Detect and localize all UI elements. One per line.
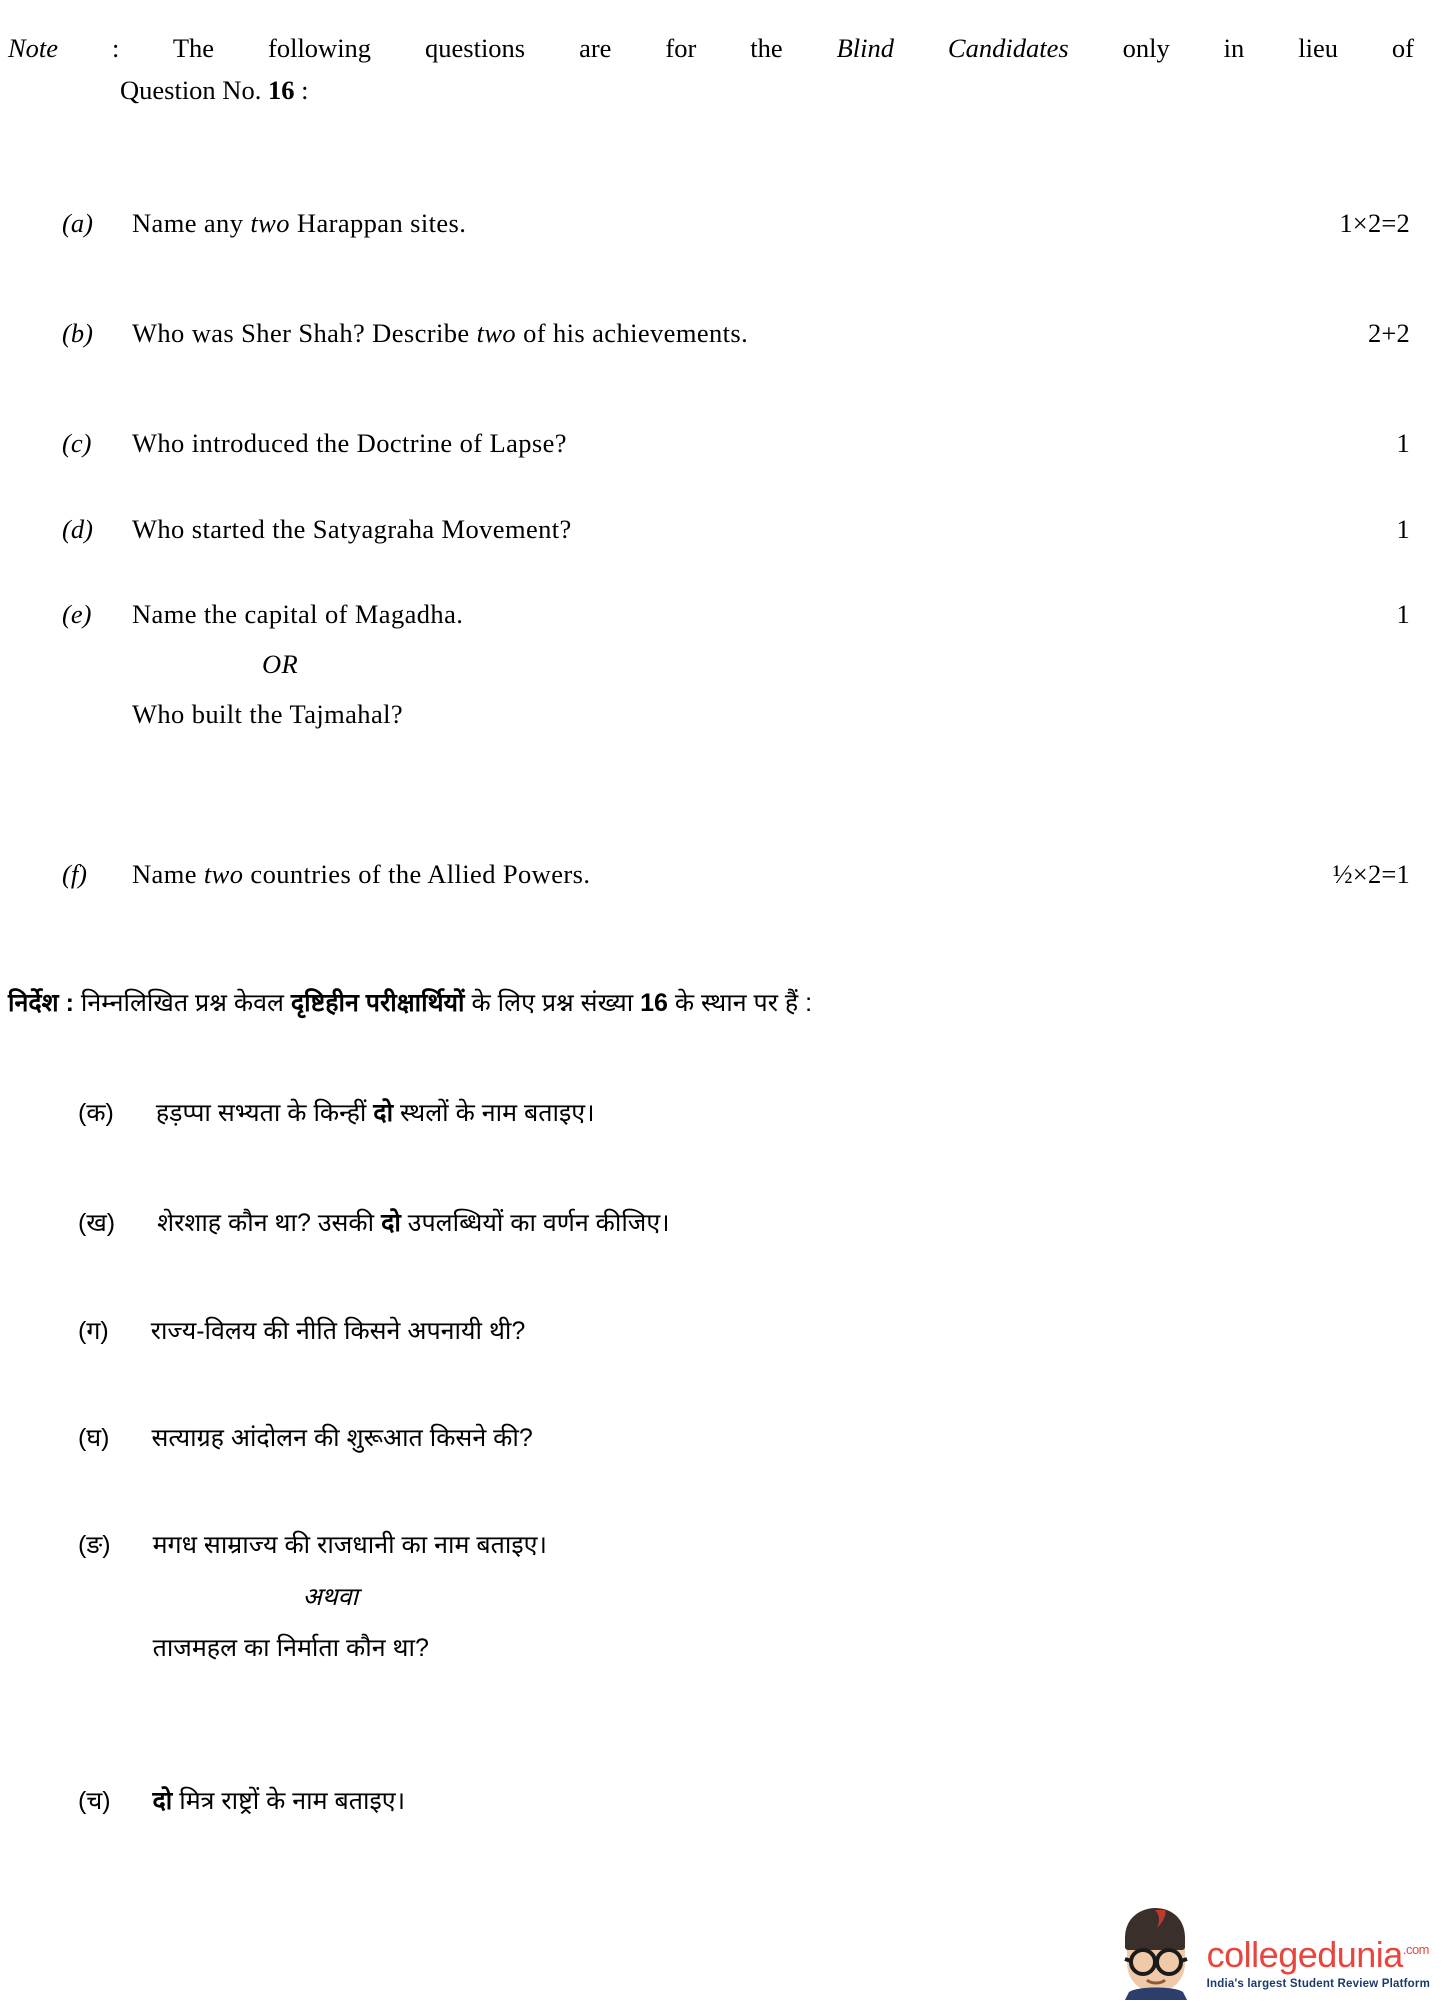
h-ga-pre: राज्य-विलय की नीति किसने अपनायी थी? xyxy=(150,1317,526,1345)
q-b-post: of his achievements. xyxy=(516,318,749,348)
h-kha-pre: शेरशाह कौन था? उसकी xyxy=(157,1209,382,1237)
english-question-e xyxy=(0,595,1420,734)
hindi-question-nga-alternative: ताजमहल का निर्माता कौन था? xyxy=(152,1634,429,1662)
english-note xyxy=(8,28,1428,112)
q-a-post: Harappan sites. xyxy=(289,208,467,238)
english-question-e-or-label: OR xyxy=(262,648,299,679)
hindi-question-ka xyxy=(0,1095,1420,1133)
english-question-c-marks: 1 xyxy=(1396,428,1410,458)
hindi-note-part3: के स्थान पर हैं : xyxy=(667,989,813,1017)
hindi-question-ka-text xyxy=(114,1095,1420,1133)
hindi-question-nga xyxy=(0,1527,1420,1668)
note-text-pre: The following questions are for the xyxy=(172,33,837,63)
hindi-question-nga-or-label: अथवा xyxy=(302,1582,359,1611)
hindi-note-part2: के लिए प्रश्न संख्या xyxy=(464,989,641,1017)
hindi-question-kha-text xyxy=(115,1205,1420,1243)
hindi-question-cha-label: (च) xyxy=(78,1787,111,1815)
h-gha-pre: सत्याग्रह आंदोलन की शुरूआत किसने की? xyxy=(151,1424,533,1452)
note-emphasis-blind-candidates: Blind Candidates xyxy=(836,33,1069,63)
english-question-d-label: (d) xyxy=(62,514,93,544)
english-question-c xyxy=(0,424,1420,464)
hindi-note xyxy=(8,985,1428,1023)
english-question-b xyxy=(0,314,1420,354)
hindi-question-ga-text xyxy=(109,1313,1420,1351)
english-question-c-text xyxy=(70,424,1270,464)
english-question-e-text xyxy=(70,595,1270,734)
q-e-pre: Name the capital of Magadha. xyxy=(132,599,464,629)
hindi-question-ga xyxy=(0,1313,1420,1351)
hindi-question-nga-label: (ङ) xyxy=(78,1531,111,1559)
hindi-question-ka-label: (क) xyxy=(78,1099,114,1127)
english-question-f xyxy=(0,855,1420,895)
h-ka-pre: हड़प्पा सभ्यता के किन्हीं xyxy=(155,1099,374,1127)
hindi-question-gha-text xyxy=(109,1420,1420,1458)
english-question-b-label: (b) xyxy=(62,318,93,348)
hindi-question-cha-text xyxy=(111,1783,1420,1821)
hindi-question-gha xyxy=(0,1420,1420,1458)
q-f-post: countries of the Allied Powers. xyxy=(243,859,591,889)
h-nga-pre: मगध साम्राज्य की राजधानी का नाम बताइए। xyxy=(152,1531,547,1559)
h-kha-emph: दो xyxy=(381,1209,401,1237)
english-question-d-text xyxy=(70,510,1270,550)
note-question-post: : xyxy=(294,74,309,105)
note-label: Note xyxy=(8,33,59,63)
q-d-pre: Who started the Satyagraha Movement? xyxy=(132,514,572,544)
english-question-f-text xyxy=(70,855,1270,895)
hindi-note-emphasis: दृष्टिहीन परीक्षार्थियों xyxy=(290,989,465,1017)
hindi-question-nga-text xyxy=(111,1527,1420,1668)
collegedunia-brand-tld: .com xyxy=(1402,1942,1429,1957)
q-c-pre: Who introduced the Doctrine of Lapse? xyxy=(132,428,567,458)
english-note-line-2 xyxy=(120,70,1428,112)
english-question-a-text xyxy=(70,204,1270,244)
english-question-e-label: (e) xyxy=(62,599,92,629)
english-question-c-label: (c) xyxy=(62,428,92,458)
english-question-b-marks: 2+2 xyxy=(1367,318,1410,348)
hindi-note-label: निर्देश : xyxy=(8,989,74,1017)
note-question-pre: Question No. xyxy=(120,74,268,105)
note-text-post: only in lieu of xyxy=(1068,33,1415,63)
collegedunia-wordmark xyxy=(1206,1934,1430,2000)
english-question-a xyxy=(0,204,1420,244)
q-f-emph: two xyxy=(203,859,244,889)
hindi-question-ga-label: (ग) xyxy=(78,1317,109,1345)
h-cha-emph: दो xyxy=(152,1787,173,1815)
h-kha-post: उपलब्धियों का वर्णन कीजिए। xyxy=(400,1209,670,1237)
collegedunia-watermark xyxy=(1111,1904,1430,2000)
q-a-pre: Name any xyxy=(132,208,251,238)
english-question-a-marks: 1×2=2 xyxy=(1339,208,1410,238)
english-question-f-label: (f) xyxy=(62,859,88,889)
hindi-note-part1: निम्नलिखित प्रश्न केवल xyxy=(73,989,291,1017)
hindi-question-cha xyxy=(0,1783,1420,1821)
h-cha-post: मित्र राष्ट्रों के नाम बताइए। xyxy=(172,1787,406,1815)
collegedunia-mascot-icon xyxy=(1111,1904,1197,2000)
english-question-e-alternative: Who built the Tajmahal? xyxy=(132,698,404,729)
hindi-note-question-number: 16 xyxy=(640,989,668,1017)
hindi-question-gha-label: (घ) xyxy=(78,1424,110,1452)
hindi-question-kha xyxy=(0,1205,1420,1243)
note-question-number: 16 xyxy=(267,74,295,105)
note-colon: : xyxy=(58,33,173,63)
q-a-emph: two xyxy=(250,208,290,238)
q-b-emph: two xyxy=(476,318,517,348)
collegedunia-brand xyxy=(1206,1934,1429,1975)
q-b-pre: Who was Sher Shah? Describe xyxy=(132,318,477,348)
english-question-d xyxy=(0,510,1420,550)
collegedunia-brand-text: collegedunia xyxy=(1206,1934,1403,1975)
h-ka-post: स्थलों के नाम बताइए। xyxy=(393,1099,595,1127)
english-question-e-marks: 1 xyxy=(1396,599,1410,629)
english-question-d-marks: 1 xyxy=(1396,514,1410,544)
hindi-question-kha-label: (ख) xyxy=(78,1209,116,1237)
english-question-a-label: (a) xyxy=(62,208,93,238)
english-note-line-1 xyxy=(8,28,1428,70)
q-f-pre: Name xyxy=(132,859,204,889)
h-ka-emph: दो xyxy=(373,1099,394,1127)
english-question-b-text xyxy=(70,314,1270,354)
english-question-f-marks: ½×2=1 xyxy=(1332,859,1410,889)
collegedunia-tagline: India's largest Student Review Platform xyxy=(1206,1978,1430,1990)
